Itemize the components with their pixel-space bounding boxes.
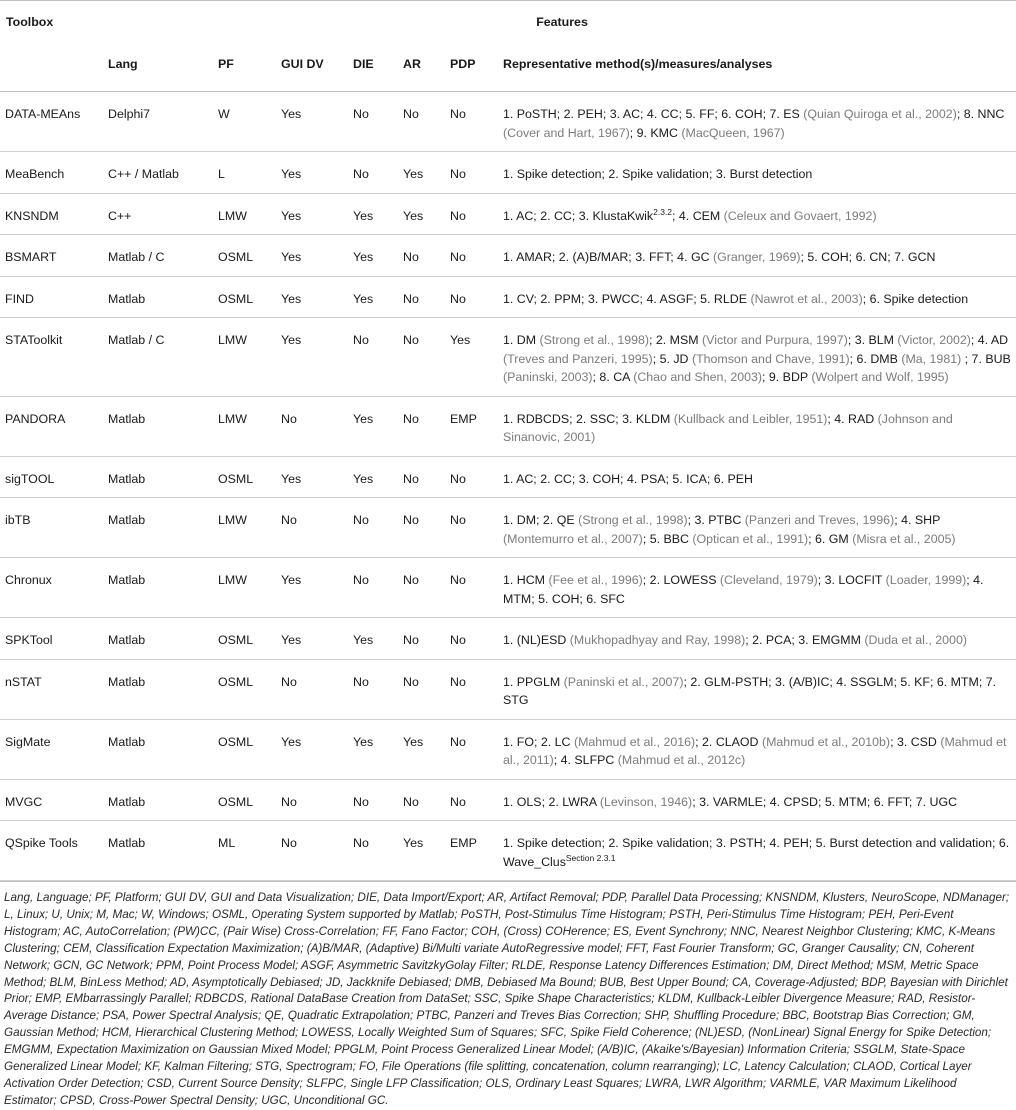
toolbox-name-cell: FIND	[0, 276, 108, 318]
method-text: ; 5. BBC	[642, 531, 693, 546]
lang-cell: C++ / Matlab	[108, 152, 218, 194]
citation-reference: (Fee et al., 1996)	[548, 573, 643, 587]
lang-cell: Matlab	[108, 558, 218, 618]
citation-reference: (Ma, 1981)	[901, 351, 962, 366]
citation-reference: (Quian Quiroga et al., 2002)	[803, 107, 957, 121]
lang-cell: Matlab	[108, 456, 218, 498]
die-cell: Yes	[353, 618, 403, 660]
citation-reference: (Thomson and Chave, 1991)	[691, 351, 850, 366]
method-text: ; 8. CA	[592, 370, 634, 384]
methods-cell	[503, 396, 1016, 456]
method-text: 1. DM	[503, 333, 540, 347]
citation-reference: (Paninski, 2003)	[503, 370, 593, 384]
citation-reference: (Victor and Purpura, 1997)	[702, 333, 848, 347]
methods-cell	[503, 719, 1016, 779]
gui-dv-cell: Yes	[281, 276, 353, 318]
method-text: 1. PoSTH; 2. PEH; 3. AC; 4. CC; 5. FF; 6. COH; 7. ES	[503, 107, 804, 121]
table-row	[0, 92, 1016, 152]
method-text: ; 3. CSD	[890, 734, 941, 749]
ar-cell: Yes	[403, 193, 450, 235]
gui-dv-cell: Yes	[281, 558, 353, 618]
lang-cell: C++	[108, 193, 218, 235]
platform-cell: L	[218, 152, 281, 194]
lang-cell: Matlab	[108, 659, 218, 719]
die-cell: Yes	[353, 276, 403, 318]
method-text: 1. OLS; 2. LWRA	[503, 794, 600, 809]
lang-cell: Matlab / C	[108, 318, 218, 397]
platform-cell: LMW	[218, 498, 281, 558]
method-text: ; 4. CEM	[672, 208, 724, 223]
method-text: ; 4. SLFPC	[553, 753, 618, 767]
method-text: 1. AC; 2. CC; 3. COH; 4. PSA; 5. ICA; 6. PEH	[503, 471, 753, 486]
platform-cell: OSML	[218, 659, 281, 719]
citation-reference: (Mahmud et al., 2010b)	[761, 734, 891, 749]
citation-reference: (Optican et al., 1991)	[692, 531, 809, 546]
method-text: 1. AMAR; 2. (A)B/MAR; 3. FFT; 4. GC	[503, 250, 713, 264]
lang-cell: Delphi7	[108, 92, 218, 152]
pdp-cell: No	[450, 456, 503, 498]
section-superscript: 2.3.2	[653, 206, 673, 217]
pdp-cell: No	[450, 276, 503, 318]
gui-dv-cell: Yes	[281, 193, 353, 235]
toolbox-name-cell: sigTOOL	[0, 456, 108, 498]
method-text: ; 4. AD	[970, 333, 1009, 347]
toolbox-name-cell: nSTAT	[0, 659, 108, 719]
platform-cell: LMW	[218, 558, 281, 618]
methods-cell	[503, 92, 1016, 152]
table-row	[0, 821, 1016, 881]
die-cell: Yes	[353, 396, 403, 456]
gui-dv-cell: Yes	[281, 719, 353, 779]
ar-cell: No	[403, 318, 450, 397]
pdp-cell: EMP	[450, 821, 503, 881]
ar-cell: No	[403, 779, 450, 821]
methods-cell	[503, 318, 1016, 397]
die-cell: Yes	[353, 719, 403, 779]
ar-cell: Yes	[403, 821, 450, 881]
die-cell: Yes	[353, 193, 403, 235]
header-pf: PF	[218, 43, 281, 92]
method-text: 1. Spike detection; 2. Spike validation; 3. Burst detection	[503, 167, 813, 181]
citation-reference: (Cover and Hart, 1967)	[503, 125, 630, 140]
method-text: ; 9. KMC	[629, 125, 682, 140]
pdp-cell: No	[450, 779, 503, 821]
citation-reference: (Nawrot et al., 2003)	[750, 291, 863, 306]
citation-reference: (MacQueen, 1967)	[681, 125, 785, 140]
header-lang: Lang	[108, 43, 218, 92]
platform-cell: OSML	[218, 618, 281, 660]
lang-cell: Matlab	[108, 498, 218, 558]
methods-cell	[503, 152, 1016, 194]
citation-reference: (Misra et al., 2005)	[852, 531, 956, 546]
gui-dv-cell: Yes	[281, 456, 353, 498]
citation-reference: (Mukhopadhyay and Ray, 1998)	[569, 633, 746, 647]
gui-dv-cell: No	[281, 821, 353, 881]
pdp-cell: No	[450, 235, 503, 277]
gui-dv-cell: Yes	[281, 92, 353, 152]
method-text: 1. RDBCDS; 2. SSC; 3. KLDM	[503, 411, 674, 426]
citation-reference: (Johnson and Sinanovic, 2001)	[503, 411, 953, 444]
lang-cell: Matlab	[108, 276, 218, 318]
header-toolbox: Toolbox	[0, 1, 108, 92]
method-text: ; 9. BDP	[762, 370, 812, 384]
platform-cell: LMW	[218, 396, 281, 456]
method-text: ; 4. MTM; 5. COH; 6. SFC	[503, 573, 984, 606]
method-text: ; 3. VARMLE; 4. CPSD; 5. MTM; 6. FFT; 7. UGC	[692, 794, 958, 809]
toolbox-name-cell: DATA-MEAns	[0, 92, 108, 152]
citation-reference: (Paninski et al., 2007)	[563, 674, 684, 689]
ar-cell: No	[403, 92, 450, 152]
methods-cell	[503, 235, 1016, 277]
citation-reference: (Chao and Shen, 2003)	[633, 370, 763, 384]
header-methods: Representative method(s)/measures/analyses	[503, 43, 1016, 92]
method-text: ; 5. JD	[652, 351, 692, 366]
toolbox-name-cell: STAToolkit	[0, 318, 108, 397]
toolbox-name-cell: MeaBench	[0, 152, 108, 194]
table-body	[0, 92, 1016, 881]
method-text: ; 3. BLM	[847, 333, 898, 347]
lang-cell: Matlab	[108, 396, 218, 456]
toolbox-name-cell: BSMART	[0, 235, 108, 277]
die-cell: No	[353, 318, 403, 397]
method-text: ; 6. Spike detection	[862, 291, 969, 306]
section-superscript: Section 2.3.1	[565, 852, 616, 863]
platform-cell: LMW	[218, 318, 281, 397]
gui-dv-cell: Yes	[281, 618, 353, 660]
table-row	[0, 396, 1016, 456]
die-cell: Yes	[353, 235, 403, 277]
table-row	[0, 276, 1016, 318]
platform-cell: OSML	[218, 456, 281, 498]
platform-cell: OSML	[218, 719, 281, 779]
platform-cell: LMW	[218, 193, 281, 235]
method-text: 1. CV; 2. PPM; 3. PWCC; 4. ASGF; 5. RLDE	[503, 291, 751, 306]
toolbox-name-cell: PANDORA	[0, 396, 108, 456]
methods-cell	[503, 193, 1016, 235]
citation-reference: (Panzeri and Treves, 1996)	[744, 513, 895, 527]
table-row	[0, 456, 1016, 498]
lang-cell: Matlab	[108, 719, 218, 779]
die-cell: No	[353, 498, 403, 558]
header-die: DIE	[353, 43, 403, 92]
table-row	[0, 193, 1016, 235]
toolbox-name-cell: Chronux	[0, 558, 108, 618]
table-row	[0, 618, 1016, 660]
citation-reference: (Loader, 1999)	[885, 573, 967, 587]
header-features: Features	[108, 1, 1016, 44]
method-text: ; 2. CLAOD	[695, 734, 762, 749]
citation-reference: (Mahmud et al., 2012c)	[617, 753, 746, 767]
methods-cell	[503, 821, 1016, 881]
citation-reference: (Celeux and Govaert, 1992)	[723, 208, 877, 223]
die-cell: No	[353, 659, 403, 719]
ar-cell: Yes	[403, 152, 450, 194]
pdp-cell: Yes	[450, 318, 503, 397]
citation-reference: (Granger, 1969)	[713, 250, 801, 264]
gui-dv-cell: No	[281, 396, 353, 456]
citation-reference: (Levinson, 1946)	[599, 794, 693, 809]
citation-reference: (Victor, 2002)	[897, 333, 971, 347]
method-text: ; 6. GM	[808, 531, 853, 546]
citation-reference: (Treves and Panzeri, 1995)	[503, 351, 653, 366]
table-row	[0, 152, 1016, 194]
header-ar: AR	[403, 43, 450, 92]
pdp-cell: No	[450, 618, 503, 660]
citation-reference: (Montemurro et al., 2007)	[503, 531, 643, 546]
die-cell: No	[353, 558, 403, 618]
lang-cell: Matlab	[108, 779, 218, 821]
methods-cell	[503, 779, 1016, 821]
method-text: ; 5. COH; 6. CN; 7. GCN	[800, 250, 936, 264]
methods-cell	[503, 276, 1016, 318]
die-cell: No	[353, 152, 403, 194]
toolbox-name-cell: QSpike Tools	[0, 821, 108, 881]
toolbox-name-cell: KNSNDM	[0, 193, 108, 235]
platform-cell: OSML	[218, 276, 281, 318]
ar-cell: Yes	[403, 719, 450, 779]
table-row	[0, 659, 1016, 719]
method-text: 1. AC; 2. CC; 3. KlustaKwik	[503, 208, 654, 223]
table-row	[0, 779, 1016, 821]
method-text: ; 4. RAD	[827, 411, 878, 426]
methods-cell	[503, 456, 1016, 498]
methods-cell	[503, 659, 1016, 719]
method-text: ; 3. PTBC	[687, 513, 745, 527]
pdp-cell: No	[450, 193, 503, 235]
citation-reference: (Strong et al., 1998)	[578, 513, 688, 527]
method-text: 1. Spike detection; 2. Spike validation; 3. PSTH; 4. PEH; 5. Burst detection and validation; 6. Wave_Clus	[503, 836, 1010, 869]
table-row	[0, 558, 1016, 618]
method-text: ; 2. LOWESS	[642, 573, 720, 587]
pdp-cell: No	[450, 92, 503, 152]
platform-cell: ML	[218, 821, 281, 881]
pdp-cell: No	[450, 152, 503, 194]
gui-dv-cell: Yes	[281, 235, 353, 277]
pdp-cell: EMP	[450, 396, 503, 456]
gui-dv-cell: Yes	[281, 152, 353, 194]
ar-cell: No	[403, 498, 450, 558]
pdp-cell: No	[450, 719, 503, 779]
die-cell: No	[353, 779, 403, 821]
header-pdp: PDP	[450, 43, 503, 92]
platform-cell: OSML	[218, 779, 281, 821]
die-cell: Yes	[353, 456, 403, 498]
table-row	[0, 235, 1016, 277]
pdp-cell: No	[450, 558, 503, 618]
method-text: 1. PPGLM	[503, 674, 564, 689]
pdp-cell: No	[450, 498, 503, 558]
ar-cell: No	[403, 558, 450, 618]
table-footnote: Lang, Language; PF, Platform; GUI DV, GUI and Data Visualization; DIE, Data Import/Export; AR, Artifact Removal; PDP, Parallel Data Processing; KNSNDM, Klusters, NeuroScope, NDManager; L, Linux; U, Unix; M, Mac; W, Windows; OSML, Operating System supported by Matlab; PoSTH, Post-Stimulus Time Histogram; PSTH, Peri-Stimulus Time Histogram; PEH, Peri-Event Histogram; AC, AutoCorrelation; (PW)CC, (Pair Wise) Cross-Correlation; FF, Fano Factor; COH, (Cross) COHerence; ES, Event Synchrony; NNC, Nearest Neighbor Clustering; KMC, K-Means Clustering; CEM, Classification Expectation Maximization; (A)B/MAR, (Adaptive) Bi/Multi variate AutoRegressive model; FFT, Fast Fourier Transform; GC, Granger Causality; CN, Coherent Network; GCN, GC Network; PPM, Point Process Model; ASGF, Asymmetric SavitzkyGolay Filter; RLDE, Response Latency Differences Estimation; DM, Direct Method; MSM, Metric Space Method; BLM, BinLess Method; AD, Asymptotically Debiased; JD, Jackknife Debiased; DMB, Debiased Ma Bound; BUB, Best Upper Bound; CA, Coverage-Adjusted; BDP, Bayesian with Dirichlet Prior; EMP, EMbarrassingly Parallel; RDBCDS, Rational DataBase Creation from DataSet; SSC, Spike Shape Characteristics; KLDM, Kullback-Leibler Divergence Measure; RAD, Resistor-Average Distance; PSA, Power Spectral Analysis; QE, Quadratic Extrapolation; PTBC, Panzeri and Treves Bias Correction; SHP, Shuffling Procedure; BBC, Bootstrap Bias Correction; GM, Gaussian Method; HCM, Hierarchical Clustering Method; LOWESS, Locally Weighted Sum of Squares; SFC, Spike Field Coherence; (NL)ESD, (NonLinear) Signal Energy for Spike Detection; EMGMM, Expectation Maximization on Gaussian Mixed Model; PPGLM, Point Process Generalized Linear Model; (A/B)IC, (Akaike's/Bayesian) Information Criteria; SSGLM, State-Space Generalized Linear Model; KF, Kalman Filtering; STG, Spectrogram; FO, File Operations (file splitting, concatenation, column rearranging); LC, Latency Calculation; CLAOD, Cortical Layer Activation Order Detection; CSD, Current Source Density; SLFPC, Single LFP Classification; OLS, Ordinary Least Squares; LWRA, LWR Algorithm; VARMLE, VAR Maximum Likelihood Estimator; CPSD, Cross-Power Spectral Density; UGC, Unconditional GC.	[0, 881, 1016, 1110]
toolbox-name-cell: ibTB	[0, 498, 108, 558]
table-row	[0, 498, 1016, 558]
gui-dv-cell: No	[281, 498, 353, 558]
die-cell: No	[353, 92, 403, 152]
ar-cell: No	[403, 235, 450, 277]
citation-reference: (Duda et al., 2000)	[864, 633, 967, 647]
lang-cell: Matlab	[108, 821, 218, 881]
table-row	[0, 318, 1016, 397]
method-text: ; 3. LOCFIT	[817, 573, 886, 587]
ar-cell: No	[403, 276, 450, 318]
gui-dv-cell: No	[281, 779, 353, 821]
methods-cell	[503, 498, 1016, 558]
gui-dv-cell: Yes	[281, 318, 353, 397]
lang-cell: Matlab	[108, 618, 218, 660]
lang-cell: Matlab / C	[108, 235, 218, 277]
method-text: 1. FO; 2. LC	[503, 734, 574, 749]
citation-reference: (Kullback and Leibler, 1951)	[673, 411, 828, 426]
pdp-cell: No	[450, 659, 503, 719]
method-text: 1. DM; 2. QE	[503, 513, 579, 527]
method-text: ; 2. GLM-PSTH; 3. (A/B)IC; 4. SSGLM; 5. KF; 6. MTM; 7. STG	[503, 674, 997, 707]
method-text: ; 7. BUB	[961, 351, 1011, 366]
platform-cell: W	[218, 92, 281, 152]
toolbox-name-cell: SigMate	[0, 719, 108, 779]
ar-cell: No	[403, 618, 450, 660]
method-text: 1. HCM	[503, 573, 549, 587]
toolbox-name-cell: SPKTool	[0, 618, 108, 660]
method-text: ; 2. PCA; 3. EMGMM	[745, 633, 865, 647]
platform-cell: OSML	[218, 235, 281, 277]
method-text: ; 8. NNC	[956, 107, 1005, 121]
ar-cell: No	[403, 659, 450, 719]
table-row	[0, 719, 1016, 779]
method-text: ; 4. SHP	[894, 513, 941, 527]
methods-cell	[503, 558, 1016, 618]
gui-dv-cell: No	[281, 659, 353, 719]
method-text: 1. (NL)ESD	[503, 633, 570, 647]
toolbox-name-cell: MVGC	[0, 779, 108, 821]
citation-reference: (Mahmud et al., 2011)	[503, 734, 1007, 767]
ar-cell: No	[403, 456, 450, 498]
citation-reference: (Wolpert and Wolf, 1995)	[811, 370, 949, 384]
citation-reference: (Mahmud et al., 2016)	[573, 734, 696, 749]
methods-cell	[503, 618, 1016, 660]
method-text: ; 6. DMB	[849, 351, 902, 366]
die-cell: No	[353, 821, 403, 881]
ar-cell: No	[403, 396, 450, 456]
method-text: ; 2. MSM	[649, 333, 703, 347]
header-gui-dv: GUI DV	[281, 43, 353, 92]
citation-reference: (Cleveland, 1979)	[719, 573, 818, 587]
citation-reference: (Strong et al., 1998)	[539, 333, 650, 347]
